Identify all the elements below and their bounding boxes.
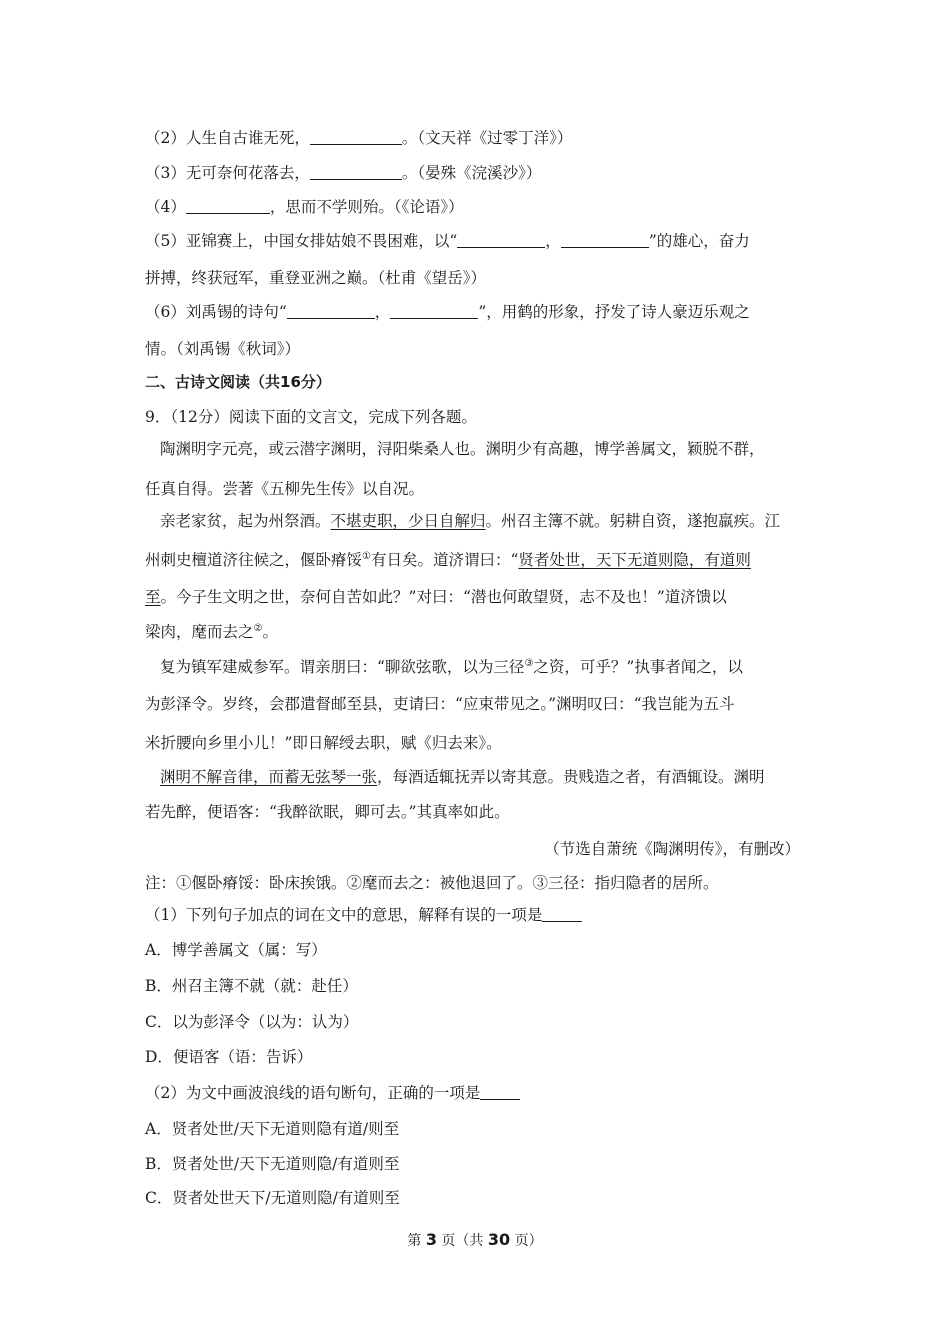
q8-item-6-cont: 情。（刘禹锡《秋词》） (145, 340, 301, 358)
q9-heading: 9．（12分）阅读下面的文言文，完成下列各题。 (145, 408, 477, 426)
answer-blank[interactable] (310, 129, 402, 146)
passage-p4-line2: 若先醉，便语客：“我醉欲眠，卿可去。”其真率如此。 (145, 803, 510, 821)
q8-item-2: （2）人生自古谁无死， 。（文天祥《过零丁洋》） (145, 129, 573, 147)
passage-p2-line3: 至。今子生文明之世，奈何自苦如此？”对曰：“潜也何敢望贤，志不及也！”道济馈以 (145, 588, 727, 606)
answer-blank[interactable] (310, 164, 402, 181)
passage-p2-line2: 州刺史檀道济往候之，偃卧瘠馁①有日矣。道济谓曰：“贤者处世，天下无道则隐，有道则 (145, 550, 751, 569)
passage-p2-line4: 梁肉，麾而去之②。 (145, 622, 278, 641)
passage-p1-line2: 任真自得。尝著《五柳先生传》以自况。 (145, 480, 425, 498)
answer-blank[interactable] (561, 232, 649, 249)
passage-p2-line1: 亲老家贫，起为州祭酒。不堪吏职，少日自解归。州召主簿不就。躬耕自资，遂抱羸疾。江 (160, 512, 781, 530)
answer-blank[interactable] (457, 232, 545, 249)
section-title: 二、古诗文阅读（共16分） (145, 373, 331, 391)
option-a[interactable]: A．贤者处世/天下无道则隐有道/则至 (145, 1120, 400, 1138)
wavy-underlined-sentence: 至 (145, 588, 161, 606)
passage-p3-line3: 米折腰向乡里小儿！”即日解绶去职，赋《归去来》。 (145, 734, 502, 752)
page-total: 30 (487, 1230, 511, 1249)
underlined-phrase: 不堪吏职，少日自解归 (330, 512, 486, 530)
page-footer: 第 3 页（共 30 页） (407, 1230, 543, 1249)
answer-blank[interactable] (480, 1084, 520, 1101)
answer-blank[interactable] (287, 303, 375, 320)
option-b[interactable]: B．贤者处世/天下无道则隐/有道则至 (145, 1155, 400, 1173)
option-b[interactable]: B．州召主簿不就（就：赴任） (145, 977, 358, 995)
option-c[interactable]: C．以为彭泽令（以为：认为） (145, 1013, 359, 1031)
q8-item-6: （6）刘禹锡的诗句“ ， ”，用鹤的形象，抒发了诗人豪迈乐观之 (145, 303, 750, 321)
q8-item-3: （3）无可奈何花落去， 。（晏殊《浣溪沙》） (145, 164, 542, 182)
passage-notes: 注：①偃卧瘠馁：卧床挨饿。②麾而去之：被他退回了。③三径：指归隐者的居所。 (145, 874, 719, 892)
passage-p3-line2: 为彭泽令。岁终，会郡遣督邮至县，吏请曰：“应束带见之。”渊明叹曰：“我岂能为五斗 (145, 695, 735, 713)
answer-blank[interactable] (186, 198, 270, 215)
passage-p3-line1: 复为镇军建威参军。谓亲朋曰：“聊欲弦歌，以为三径③之资，可乎？”执事者闻之，以 (160, 657, 743, 676)
passage-p1-line1: 陶渊明字元亮，或云潜字渊明，浔阳柴桑人也。渊明少有高趣，博学善属文，颖脱不群， (160, 440, 765, 458)
passage-p4-line1: 渊明不解音律，而蓄无弦琴一张，每酒适辄抚弄以寄其意。贵贱造之者，有酒辄设。渊明 (160, 768, 765, 786)
wavy-underlined-sentence: 贤者处世，天下无道则隐，有道则 (518, 551, 751, 569)
q8-item-5-cont: 拼搏，终获冠军，重登亚洲之巅。（杜甫《望岳》） (145, 269, 487, 287)
option-d[interactable]: D．便语客（语：告诉） (145, 1048, 313, 1066)
option-c[interactable]: C．贤者处世天下/无道则隐/有道则至 (145, 1189, 400, 1207)
footnote-mark: ② (253, 622, 263, 634)
passage-source: （节选自萧统《陶渊明传》，有删改） (544, 840, 800, 858)
option-a[interactable]: A．博学善属文（属：写） (145, 941, 327, 959)
answer-blank[interactable] (542, 906, 582, 923)
answer-blank[interactable] (390, 303, 478, 320)
footnote-mark: ① (362, 550, 371, 562)
underlined-phrase: 渊明不解音律，而蓄无弦琴一张 (160, 768, 378, 786)
q8-item-4: （4） ，思而不学则殆。（《论语》） (145, 198, 464, 216)
q8-item-5: （5）亚锦赛上，中国女排姑娘不畏困难，以“ ， ”的雄心，奋力 (145, 232, 750, 250)
page-number: 3 (425, 1230, 437, 1249)
sub-question-2: （2）为文中画波浪线的语句断句，正确的一项是 (145, 1081, 520, 1103)
footnote-mark: ③ (524, 657, 534, 669)
sub-question-1: （1）下列句子加点的词在文中的意思，解释有误的一项是 (145, 903, 582, 925)
